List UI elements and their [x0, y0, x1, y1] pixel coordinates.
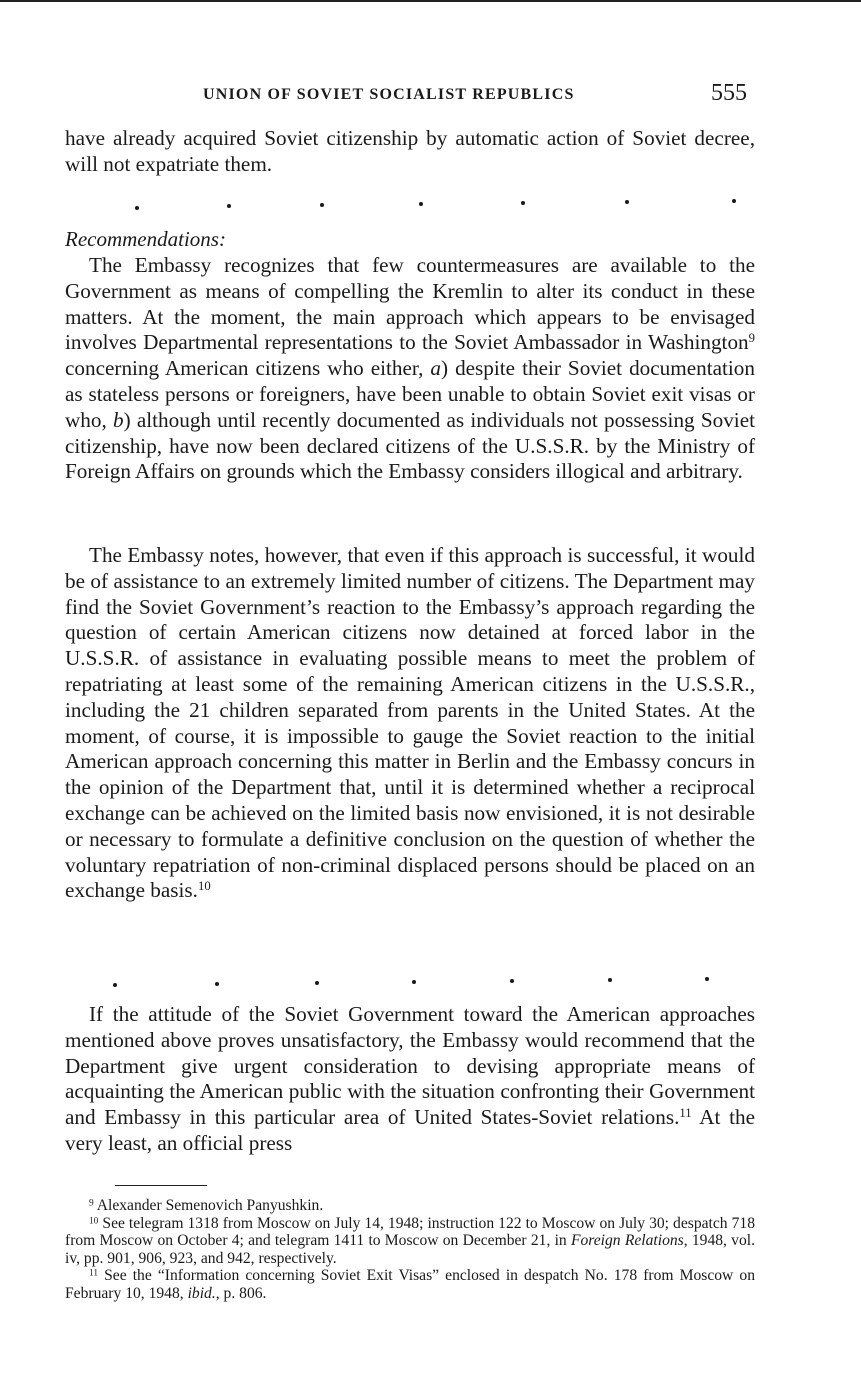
ellipsis-dot: [135, 206, 139, 210]
footnote-10: [65, 1215, 755, 1268]
list-marker-a: a: [430, 356, 441, 381]
footnote-text: , 1948, vol. iv, pp. 901, 906, 923, and 942, respectively.: [65, 1232, 755, 1267]
paragraph-text: ) despite their Soviet documentation as stateless persons or foreigners, have been unable to obtain Soviet exit visas or who,: [65, 356, 755, 432]
footnote-mark: 11: [89, 1268, 99, 1279]
ellipsis-dot: [705, 977, 709, 981]
ellipsis-dot: [320, 203, 324, 207]
footnote-italic: Foreign Relations: [570, 1232, 684, 1250]
footnote-text: See the “Information concerning Soviet Exit Visas” enclosed in despatch No. 178 from Moscow on February 10, 1948,: [65, 1267, 755, 1302]
paragraph-text: If the attitude of the Soviet Government toward the American approaches mentioned above proves unsatisfactory, the Embassy would recommend that the Department give urgent consideration to devising appropriate means of acquainting the American public with the situation confronting their Government and Embassy in this particular area of United States-Soviet relations.: [65, 1002, 755, 1130]
footnote-text: See telegram 1318 from Moscow on July 14, 1948; instruction 122 to Moscow on July 30; despatch 718 from Moscow on October 4; and telegram 1411 to Moscow on December 21, in: [65, 1214, 755, 1250]
footnote-text: Alexander Semenovich Panyushkin.: [96, 1197, 324, 1214]
paragraph-text: The Embassy recognizes that few countermeasures are available to the Government as means of compelling the Kremlin to alter its conduct in these matters. At the moment, the main approach which appears to be envisaged involves Departmental representations to the Soviet Ambassador in Washington: [65, 253, 755, 355]
paragraph-text: The Embassy notes, however, that even if this approach is successful, it would be of assistance to an extremely limited number of citizens. The Department may find the Soviet Government’s reaction to the Embassy’s approach regarding the question of certain American citizens now detained at forced labor in the U.S.S.R. of assistance in evaluating possible means to meet the problem of repatriating at least some of the remaining American citizens in the U.S.S.R., including the 21 children separated from parents in the United States. At the moment, of course, it is impossible to gauge the Soviet reaction to the initial American approach concerning this matter in Berlin and the Embassy concurs in the opinion of the Department that, until it is determined whether a reciprocal exchange can be achieved on the limited basis now envisioned, it is not desirable or necessary to formulate a definitive conclusion on the question of whether the voluntary repatriation of non-criminal displaced persons should be placed on an exchange basis.: [65, 543, 755, 903]
page-number: 555: [711, 80, 747, 106]
paragraph-text: ) although until recently documented as individuals not possessing Soviet citizenship, have now been declared citizens of the U.S.S.R. by the Ministry of Foreign Affairs on grounds which the Embassy considers illogical and arbitrary.: [65, 407, 755, 484]
ellipsis-row-2: [65, 974, 755, 990]
footnote-ref-9: 9: [748, 331, 755, 346]
paragraph-public-awareness: [65, 1002, 755, 1157]
ellipsis-dot: [608, 978, 612, 982]
footnotes: [65, 1197, 755, 1303]
footnote-ref-11: 11: [679, 1106, 692, 1121]
footnote-italic: ibid.: [187, 1284, 216, 1302]
running-head: [65, 80, 755, 110]
paragraph-embassy-notes: [65, 543, 755, 904]
ellipsis-dot: [419, 202, 423, 206]
recommendations-heading: Recommendations:: [65, 227, 226, 251]
ellipsis-dot: [625, 200, 629, 204]
ellipsis-dot: [521, 201, 525, 205]
paragraph-text: At the very least, an official press: [65, 1105, 755, 1155]
footnote-separator: [115, 1185, 207, 1186]
ellipsis-dot: [732, 199, 736, 203]
ellipsis-row-1: [65, 198, 755, 214]
ellipsis-dot: [412, 980, 416, 984]
ellipsis-dot: [227, 204, 231, 208]
paragraph-countermeasures: [65, 253, 755, 485]
footnote-ref-10: 10: [197, 879, 211, 894]
ellipsis-dot: [113, 983, 117, 987]
footnote-mark: 10: [89, 1215, 99, 1226]
ellipsis-dot: [215, 982, 219, 986]
footnote-mark: 9: [89, 1198, 94, 1209]
opening-paragraph: have already acquired Soviet citizenship by automatic action of Soviet decree, will not expatriate them.: [65, 126, 755, 176]
footnote-9: [65, 1197, 755, 1215]
footnote-11: [65, 1267, 755, 1302]
running-title: UNION OF SOVIET SOCIALIST REPUBLICS: [203, 86, 575, 103]
list-marker-b: b: [113, 407, 124, 432]
ellipsis-dot: [510, 979, 514, 983]
ellipsis-dot: [315, 981, 319, 985]
paragraph-text: concerning American citizens who either,: [65, 356, 431, 381]
footnote-text: , p. 806.: [215, 1284, 267, 1302]
